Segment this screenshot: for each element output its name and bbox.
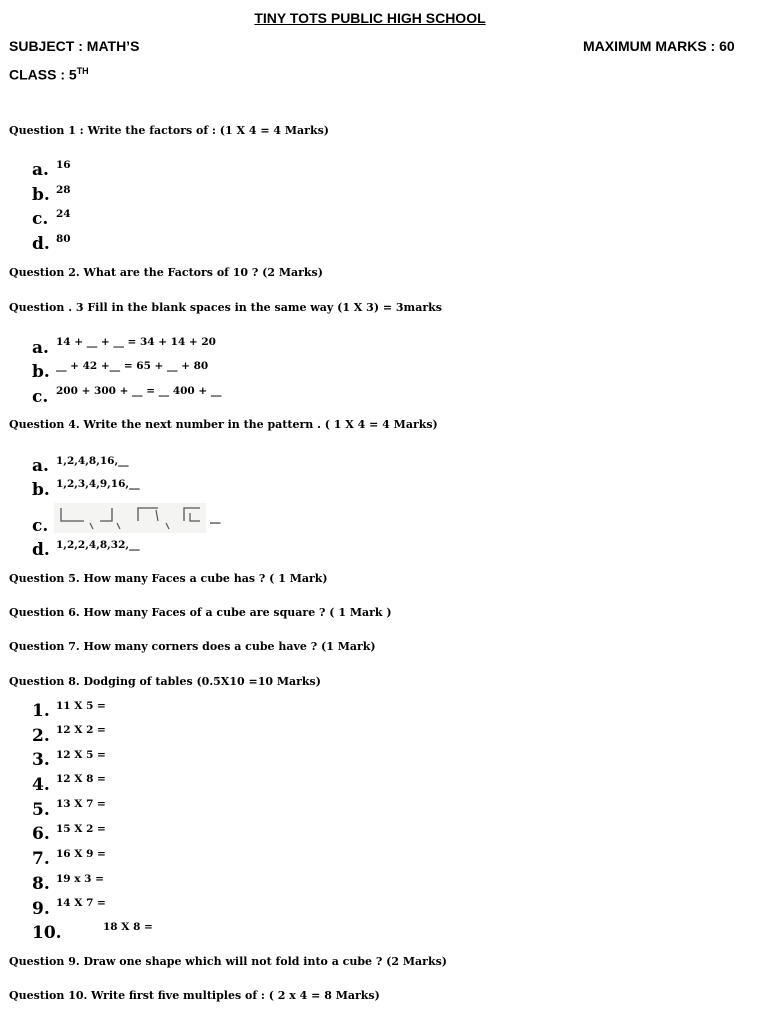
q3-item-b: __ + 42 +__ = 65 + __ + 80 (56, 360, 209, 372)
q4-item-b: 1,2,3,4,9,16,__ (56, 478, 140, 490)
question-3: Question . 3 Fill in the blank spaces in the same way (1 X 3) = 3marks (9, 301, 442, 314)
q4-marker-d: d. (32, 540, 50, 560)
school-name: TINY TOTS PUBLIC HIGH SCHOOL (254, 10, 486, 26)
question-6: Question 6. How many Faces of a cube are square ? ( 1 Mark ) (9, 606, 392, 619)
q4-marker-b: b. (32, 480, 50, 500)
q8-item-7: 16 X 9 = (56, 848, 106, 860)
q8-marker-9: 9. (32, 899, 50, 919)
class-label-text: CLASS : 5 (9, 66, 77, 83)
q8-item-10: 18 X 8 = (103, 921, 153, 933)
q1-marker-a: a. (32, 160, 49, 180)
q1-marker-b: b. (32, 185, 50, 205)
q8-item-3: 12 X 5 = (56, 749, 106, 761)
q4-item-a: 1,2,4,8,16,__ (56, 455, 129, 467)
q8-marker-2: 2. (32, 726, 50, 746)
q8-item-5: 13 X 7 = (56, 798, 106, 810)
question-10: Question 10. Write first five multiples of : ( 2 x 4 = 8 Marks) (9, 989, 380, 1002)
q8-marker-3: 3. (32, 750, 50, 770)
class-label (9, 66, 89, 83)
q8-marker-10: 10. (32, 923, 62, 943)
q8-item-9: 14 X 7 = (56, 897, 106, 909)
q8-item-2: 12 X 2 = (56, 724, 106, 736)
question-8: Question 8. Dodging of tables (0.5X10 =10 Marks) (9, 675, 321, 688)
q8-marker-7: 7. (32, 849, 50, 869)
q4-item-d: 1,2,2,4,8,32,__ (56, 539, 140, 551)
q1-item-a: 16 (56, 159, 71, 171)
class-label-superscript: TH (76, 66, 89, 76)
q1-item-b: 28 (56, 184, 71, 196)
q4-marker-c: c. (32, 516, 49, 536)
q8-marker-1: 1. (32, 701, 50, 721)
q1-marker-d: d. (32, 234, 50, 254)
q3-item-a: 14 + __ + __ = 34 + 14 + 20 (56, 336, 216, 348)
question-7: Question 7. How many corners does a cube have ? (1 Mark) (9, 640, 376, 653)
question-9: Question 9. Draw one shape which will not fold into a cube ? (2 Marks) (9, 955, 447, 968)
q8-item-6: 15 X 2 = (56, 823, 106, 835)
subject-label: SUBJECT : MATH’S (9, 38, 140, 54)
q4-marker-a: a. (32, 456, 49, 476)
q8-item-8: 19 x 3 = (56, 873, 104, 885)
q8-marker-6: 6. (32, 824, 50, 844)
q4-item-c: __ (210, 512, 221, 524)
q3-item-c: 200 + 300 + __ = __ 400 + __ (56, 385, 222, 397)
q8-marker-4: 4. (32, 775, 50, 795)
q3-marker-c: c. (32, 387, 49, 407)
pattern-shapes-image (54, 503, 206, 533)
question-4: Question 4. Write the next number in the pattern . ( 1 X 4 = 4 Marks) (9, 418, 438, 431)
question-1: Question 1 : Write the factors of : (1 X 4 = 4 Marks) (9, 124, 329, 137)
q3-marker-a: a. (32, 338, 49, 358)
question-5: Question 5. How many Faces a cube has ? ( 1 Mark) (9, 572, 328, 585)
question-2: Question 2. What are the Factors of 10 ? (2 Marks) (9, 266, 323, 279)
q3-marker-b: b. (32, 362, 50, 382)
q8-marker-8: 8. (32, 874, 50, 894)
pattern-shapes-drawing (54, 503, 206, 533)
q8-item-4: 12 X 8 = (56, 773, 106, 785)
q8-item-1: 11 X 5 = (56, 700, 106, 712)
q1-marker-c: c. (32, 209, 49, 229)
q8-marker-5: 5. (32, 800, 50, 820)
q1-item-d: 80 (56, 233, 71, 245)
q1-item-c: 24 (56, 208, 71, 220)
max-marks-label: MAXIMUM MARKS : 60 (583, 38, 735, 54)
